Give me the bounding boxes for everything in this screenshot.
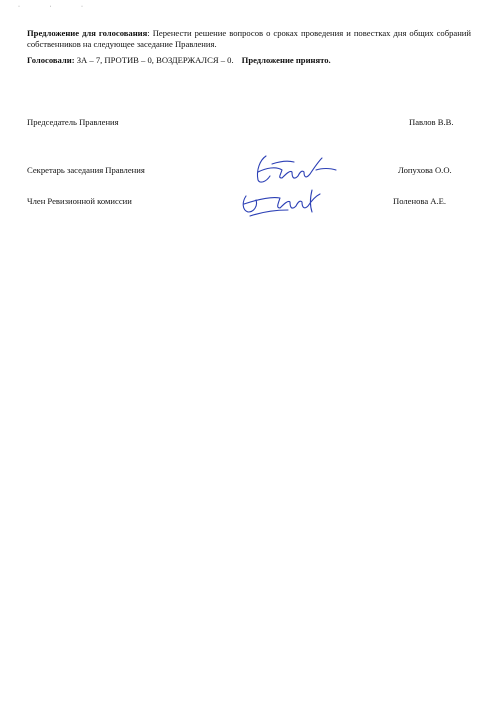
signature-role: Член Ревизионной комиссии [27,196,132,206]
signature-role: Секретарь заседания Правления [27,165,145,175]
signature-stroke [272,161,294,164]
signature-stroke [316,169,336,171]
signature-role: Председатель Правления [27,117,119,127]
signature-name: Лопухова О.О. [398,165,452,175]
scan-specks: · · · [18,4,97,10]
signature-stroke [244,194,320,208]
signature-name: Поленова А.Е. [393,196,447,206]
signature-stroke [250,210,288,216]
vote-result: Предложение принято. [241,55,331,65]
proposal-text: : Перенести решение вопросов о сроках проведения и повестках дня общих собраний собственников на следующее заседание Правления. [27,28,472,49]
proposal-paragraph [27,28,471,50]
vote-text: ЗА – 7, ПРОТИВ – 0, ВОЗДЕРЖАЛСЯ – 0. [74,55,234,65]
handwritten-signatures [236,150,356,225]
signature-name: Павлов В.В. [409,117,454,127]
vote-paragraph [27,55,471,66]
proposal-label: Предложение для голосования [27,28,148,38]
vote-label: Голосовали: [27,55,75,65]
